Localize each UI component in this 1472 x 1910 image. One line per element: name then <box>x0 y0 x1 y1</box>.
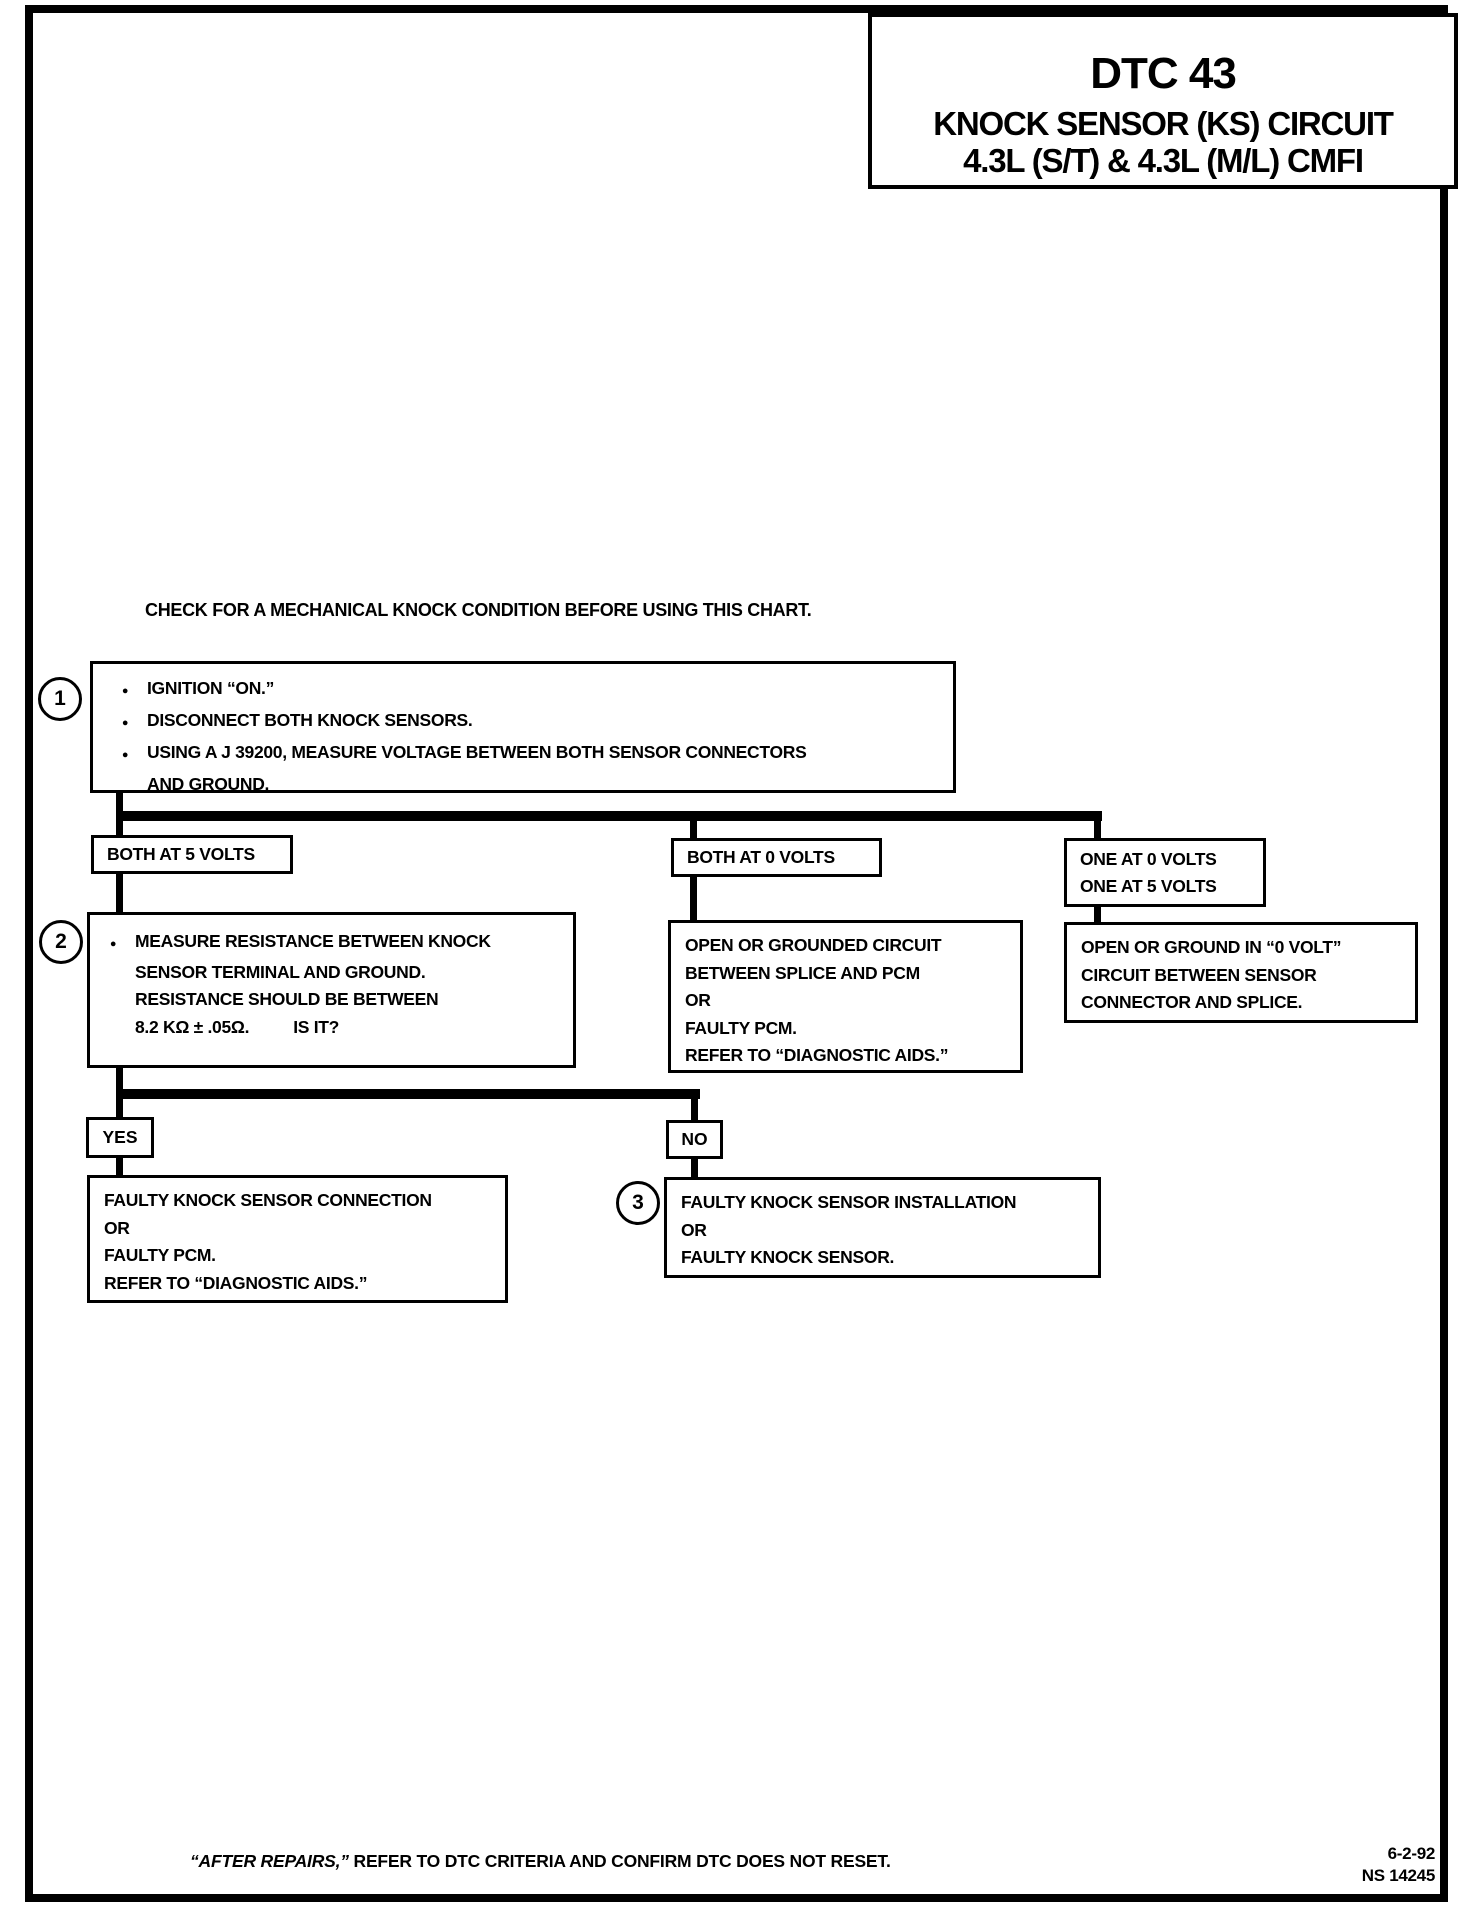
branch-label-both-5-volts: BOTH AT 5 VOLTS <box>91 835 293 874</box>
intro-instruction: CHECK FOR A MECHANICAL KNOCK CONDITION BEFORE USING THIS CHART. <box>145 600 812 620</box>
step2-line-4: 8.2 KΩ ± .05Ω. <box>135 1016 250 1037</box>
outcome-line: OPEN OR GROUNDED CIRCUIT <box>685 935 942 955</box>
decision-yes-box: YES <box>86 1117 154 1158</box>
connector-line <box>690 875 697 922</box>
step2-row <box>105 986 573 1014</box>
step2-row <box>105 1014 573 1042</box>
bullet-icon: ● <box>121 749 129 761</box>
title-subtitle-engines: 4.3L (S/T) & 4.3L (M/L) CMFI <box>963 142 1363 179</box>
connector-line <box>116 1089 700 1099</box>
step1-number-circle <box>38 677 82 721</box>
outcome-line: OR <box>685 990 711 1010</box>
outcome-no-box <box>664 1177 1101 1278</box>
outcome-line: FAULTY KNOCK SENSOR INSTALLATION <box>681 1192 1017 1212</box>
outcome-line: CONNECTOR AND SPLICE. <box>1081 992 1303 1012</box>
connector-line <box>691 1096 698 1123</box>
step1-line-1: IGNITION “ON.” <box>147 678 275 698</box>
branch-label-line-2: ONE AT 5 VOLTS <box>1080 876 1217 896</box>
step1-row <box>117 706 953 738</box>
outcome-line: OR <box>681 1219 707 1240</box>
branch-label-both-0-volts: BOTH AT 0 VOLTS <box>671 838 882 877</box>
step1-row <box>117 674 953 706</box>
title-subtitle-circuit: KNOCK SENSOR (KS) CIRCUIT <box>933 105 1393 142</box>
bullet-icon: ● <box>109 938 117 950</box>
step2-line-4-question: IS IT? <box>293 1016 340 1037</box>
revision-block <box>1300 1843 1435 1887</box>
branch-label-line-1: ONE AT 0 VOLTS <box>1080 849 1217 869</box>
after-repairs-rest: REFER TO DTC CRITERIA AND CONFIRM DTC DOES NOT RESET. <box>348 1851 891 1871</box>
step2-row <box>105 959 573 987</box>
dtc-number-title: DTC 43 <box>1090 49 1236 98</box>
outcome-yes-box <box>87 1175 508 1303</box>
document-code: NS 14245 <box>1361 1866 1435 1885</box>
bullet-icon: ● <box>121 685 129 697</box>
step3-number-circle <box>616 1181 660 1225</box>
step2-line-2: SENSOR TERMINAL AND GROUND. <box>135 961 426 982</box>
step2-action-box <box>87 912 576 1068</box>
outcome-line: BETWEEN SPLICE AND PCM <box>685 962 920 983</box>
step2-row <box>105 928 573 959</box>
step1-row <box>117 770 953 799</box>
outcome-line: FAULTY KNOCK SENSOR. <box>681 1247 895 1267</box>
outcome-line: FAULTY KNOCK SENSOR CONNECTION <box>104 1190 432 1210</box>
step2-number: 2 <box>55 930 67 953</box>
outcome-line: REFER TO “DIAGNOSTIC AIDS.” <box>685 1045 949 1065</box>
after-repairs-quote: “AFTER REPAIRS,” <box>190 1851 349 1871</box>
connector-line <box>691 1157 698 1179</box>
step2-number-circle <box>39 920 83 964</box>
revision-date: 6-2-92 <box>1387 1844 1435 1863</box>
step1-line-2: DISCONNECT BOTH KNOCK SENSORS. <box>147 710 473 730</box>
outcome-open-ground-0volt-box <box>1064 922 1418 1023</box>
outcome-line: OR <box>104 1217 130 1238</box>
outcome-line: REFER TO “DIAGNOSTIC AIDS.” <box>104 1272 368 1293</box>
after-repairs-note <box>190 1851 891 1872</box>
step2-line-1: MEASURE RESISTANCE BETWEEN KNOCK <box>135 931 491 951</box>
connector-line <box>116 1156 123 1177</box>
connector-line <box>116 872 123 914</box>
step1-row <box>117 738 953 770</box>
title-block <box>868 13 1458 189</box>
decision-no-box: NO <box>666 1120 723 1159</box>
outcome-open-grounded-circuit-box <box>668 920 1023 1073</box>
step1-action-box <box>90 661 956 793</box>
connector-line <box>116 811 1102 821</box>
step2-line-3: RESISTANCE SHOULD BE BETWEEN <box>135 989 439 1009</box>
outcome-line: FAULTY PCM. <box>685 1017 797 1038</box>
outcome-line: FAULTY PCM. <box>104 1245 216 1265</box>
step1-line-4: AND GROUND. <box>147 774 270 794</box>
bullet-icon: ● <box>121 717 129 729</box>
branch-label-one-0-one-5-volts <box>1064 838 1266 907</box>
outcome-line: OPEN OR GROUND IN “0 VOLT” <box>1081 937 1342 957</box>
outcome-line: CIRCUIT BETWEEN SENSOR <box>1081 964 1317 985</box>
step3-number: 3 <box>632 1191 644 1214</box>
step1-line-3: USING A J 39200, MEASURE VOLTAGE BETWEEN BOTH SENSOR CONNECTORS <box>147 742 807 762</box>
step1-number: 1 <box>54 687 66 710</box>
